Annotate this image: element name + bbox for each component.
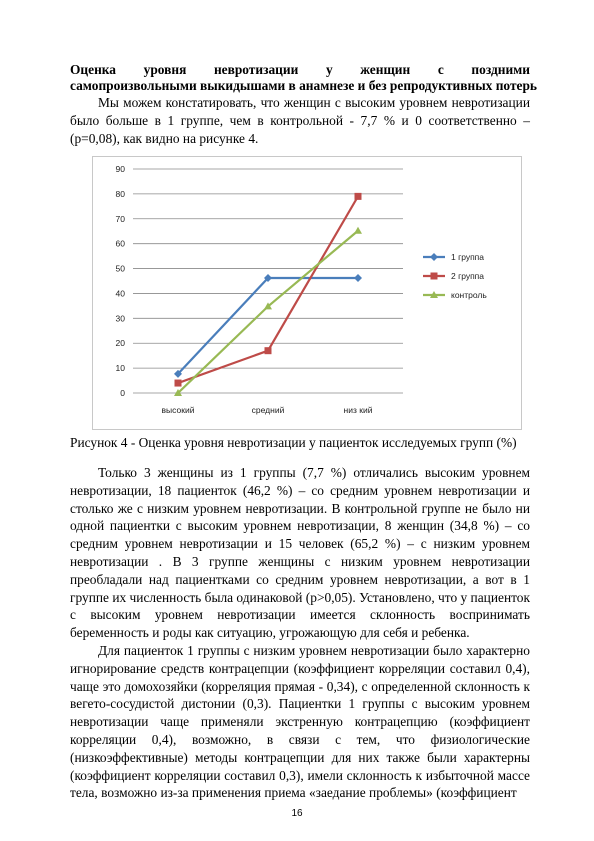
legend-label: 1 группа — [451, 252, 485, 262]
legend-marker — [430, 253, 438, 261]
series-line — [178, 196, 358, 383]
y-tick-label: 60 — [115, 238, 125, 249]
paragraph-2: Для пациенток 1 группы с низким уровнем невротизации было характерно игнорирование средств контрацепции (коэффициент корреляции составил 0,4), чаще это домохозяйки (корреляция прямая - 0,34), с определенной склонность к вегето-сосудистой дистонии (0,3). Пациентки 1 группы с высоким уровнем невротизации чаще применяли экстренную контрацепцию (коэффициент корреляции 0,4), возможно, в связи с тем, что физиологические (низкоэффективные) методы контрацепции для них также были характерны (коэффициент корреляции составил 0,3), имели склонность к избыточной массе тела, возможно из-за применения приема «заедание проблемы» (коэффициент — [70, 642, 530, 801]
x-tick-label: низ кий — [343, 405, 373, 415]
data-point — [355, 193, 362, 200]
section-heading-line2: самопроизвольными выкидышами в анамнезе и без репродуктивных потерь — [70, 78, 537, 93]
data-point — [175, 380, 182, 387]
figure-caption: Рисунок 4 - Оценка уровня невротизации у пациенток исследуемых групп (%) — [70, 435, 517, 450]
section-heading-line1: Оценка уровня невротизации у женщин с поздними — [70, 62, 530, 77]
y-tick-label: 90 — [115, 164, 125, 174]
data-point — [354, 227, 362, 234]
y-tick-label: 0 — [120, 388, 125, 398]
legend-marker — [431, 273, 438, 280]
y-tick-label: 20 — [115, 338, 125, 349]
figure-4-chart — [92, 156, 522, 430]
data-point — [354, 274, 362, 282]
series-line — [178, 231, 358, 393]
series-line — [178, 278, 358, 374]
x-tick-label: средний — [251, 405, 285, 415]
y-tick-label: 10 — [115, 363, 125, 374]
data-point — [265, 347, 272, 354]
page-number: 16 — [291, 808, 303, 819]
legend-label: контроль — [451, 290, 487, 300]
page-text-bottom — [70, 464, 530, 802]
y-tick-label: 50 — [115, 263, 125, 274]
x-tick-label: высокий — [161, 405, 195, 415]
legend-label: 2 группа — [451, 271, 485, 281]
intro-paragraph: Мы можем констатировать, что женщин с высоким уровнем невротизации было больше в 1 группе, чем в контрольной - 7,7 % и 0 соответственно – (р=0,08), как видно на рисунке 4. — [70, 95, 530, 146]
paragraph-1: Только 3 женщины из 1 группы (7,7 %) отличались высоким уровнем невротизации, 18 пациенток (46,2 %) – со средним уровнем невротизации и столько же с низким уровнем невротизации. В контрольной группе не было ни одной пациентки с высоким уровнем невротизации, 8 женщин (34,8 %) – со средним уровнем невротизации и 15 человек (65,2 %) – с низким уровнем невротизации . В 3 группе женщины с низким уровнем невротизации преобладали над пациентками со средним уровнем невротизации, а вот в 1 группе их численность была одинаковой (р>0,05). Установлено, что у пациенток с высоким уровнем невротизации имеется склонность воспринимать беременность и роды как ситуацию, угрожающую для себя и ребенка. — [70, 465, 530, 641]
line-chart — [93, 157, 521, 429]
y-tick-label: 70 — [115, 213, 125, 224]
y-tick-label: 80 — [115, 188, 125, 199]
y-tick-label: 30 — [115, 313, 125, 324]
page-text-top — [70, 62, 537, 147]
y-tick-label: 40 — [115, 288, 125, 299]
